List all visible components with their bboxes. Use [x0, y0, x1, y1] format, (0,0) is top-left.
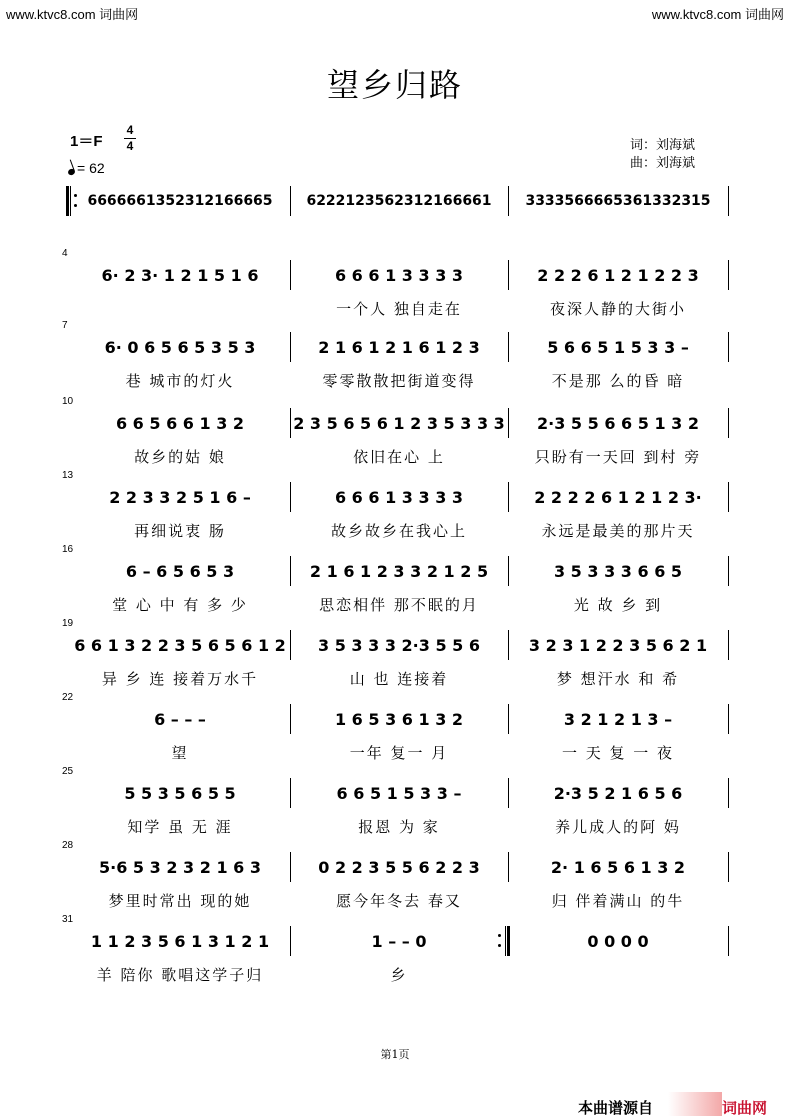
song-title: 望乡归路: [326, 66, 463, 104]
barline: [728, 926, 729, 956]
system-number: 31: [62, 914, 74, 925]
system-number: 16: [62, 544, 74, 555]
system-number: 10: [62, 396, 74, 407]
lyric-line: 堂 心 中 有 多 少: [112, 596, 248, 614]
measure: 1 1 2 3 5 6 1 3 1 2 1: [90, 931, 270, 951]
measure: 2 2 3 3 2 5 1 6 –: [109, 487, 251, 507]
barline: [290, 482, 291, 512]
credits: [630, 136, 695, 172]
lyric-line: 夜深人静的大街小: [549, 300, 686, 318]
system-number: 28: [62, 840, 74, 851]
measure: 6 6 1 3 2 2 3 5 6 5 6 1 2: [74, 635, 286, 655]
barline: [70, 852, 71, 882]
system-number: 22: [62, 692, 74, 703]
barline: [508, 630, 509, 660]
barline: [728, 186, 729, 216]
lyric-line: 巷 城市的灯火: [125, 372, 235, 390]
lyric-line: 一年 复一 月: [349, 744, 449, 762]
lyric-line: 望: [171, 744, 189, 762]
barline: [508, 260, 509, 290]
lyric-line: 光 故 乡 到: [573, 596, 663, 614]
source-brand: 词曲网: [722, 1100, 768, 1117]
barline: [290, 926, 291, 956]
barline: [508, 332, 509, 362]
tempo-value: = 62: [77, 160, 105, 176]
barline: [290, 556, 291, 586]
measure: 0 2 2 3 5 5 6 2 2 3: [318, 857, 480, 877]
measure: 2 1 6 1 2 1 6 1 2 3: [318, 337, 480, 357]
barline: [508, 556, 509, 586]
measure: 1 – – 0: [371, 931, 427, 951]
measure: 3 2 1 2 1 3 –: [563, 709, 673, 729]
measure: 6 6 6 1 3 3 3 3: [334, 487, 464, 507]
lyric-line: 乡: [390, 966, 408, 984]
lyric-line: 羊 陪你 歌唱这学子归: [96, 966, 264, 984]
barline: [728, 778, 729, 808]
lyric-line: 思恋相伴 那不眠的月: [319, 596, 479, 614]
measure: 6· 2 3· 1 2 1 5 1 6: [101, 265, 259, 285]
barline: [728, 260, 729, 290]
quarter-note-icon: [67, 168, 76, 176]
barline: [728, 408, 729, 438]
time-signature-bottom: 4: [126, 139, 134, 153]
barline: [728, 852, 729, 882]
barline: [508, 704, 509, 734]
lyric-line: 梦里时常出 现的她: [108, 892, 252, 910]
lyric-line: 梦 想汗水 和 希: [556, 670, 680, 688]
lyric-line: 一 天 复 一 夜: [561, 744, 675, 762]
lyric-line: 故乡的姑 娘: [134, 448, 226, 466]
measure: 5·6 5 3 2 3 2 1 6 3: [99, 857, 261, 877]
barline: [508, 186, 509, 216]
repeat-end-dots: [498, 926, 502, 956]
measure: 2·3 5 5 6 6 5 1 3 2: [537, 413, 699, 433]
measure: 2 2 2 6 1 2 1 2 2 3: [537, 265, 699, 285]
barline: [70, 260, 71, 290]
system-number: 13: [62, 470, 74, 481]
lyric-line: 山 也 连接着: [349, 670, 449, 688]
barline: [70, 778, 71, 808]
source-label: 本曲谱源自: [578, 1100, 654, 1117]
barline: [290, 704, 291, 734]
lyric-line: 永远是最美的那片天: [541, 522, 695, 540]
measure: 6 6 5 1 5 3 3 –: [336, 783, 462, 803]
barline: [508, 852, 509, 882]
measure: 3 5 3 3 3 6 6 5: [553, 561, 683, 581]
barline: [70, 926, 71, 956]
lyric-line: 知学 虽 无 涯: [127, 818, 233, 836]
measure: 5 6 6 5 1 5 3 3 –: [547, 337, 689, 357]
barline: [728, 630, 729, 660]
barline: [508, 408, 509, 438]
measure: 6 – – –: [154, 709, 206, 729]
barline: [70, 482, 71, 512]
barline: [70, 704, 71, 734]
time-signature: [124, 124, 136, 153]
barline: [290, 778, 291, 808]
measure: 2 1 6 1 2 3 3 2 1 2 5: [309, 561, 489, 581]
measure: 2 2 2 2 6 1 2 1 2 3·: [534, 487, 702, 507]
barline: [70, 556, 71, 586]
barline: [70, 630, 71, 660]
barline: [728, 482, 729, 512]
system-number: 25: [62, 766, 74, 777]
barline: [70, 332, 71, 362]
barline: [290, 630, 291, 660]
measure: 3333566665361332315: [525, 193, 711, 209]
lyric-line: 不是那 么的昏 暗: [551, 372, 685, 390]
measure: 6666661352312166665: [87, 193, 273, 209]
system-number: 7: [62, 320, 68, 331]
barline: [728, 332, 729, 362]
lyric-line: 一个人 独自走在: [336, 300, 462, 318]
measure: 6222123562312166661: [306, 193, 492, 209]
key-signature: 1＝F: [70, 133, 103, 150]
measure: 6 – 6 5 6 5 3: [125, 561, 235, 581]
measure: 6· 0 6 5 6 5 3 5 3: [104, 337, 256, 357]
lyricist: 词：刘海斌: [630, 137, 696, 152]
watermark-left: www.ktvc8.com 词曲网: [6, 7, 139, 22]
time-signature-top: 4: [126, 123, 134, 137]
system-number: 4: [62, 248, 68, 259]
lyric-line: 只盼有一天回 到村 旁: [534, 448, 702, 466]
source-fade: [668, 1092, 722, 1116]
composer: 曲：刘海斌: [630, 155, 696, 170]
lyric-line: 依旧在心 上: [353, 448, 445, 466]
measure: 2·3 5 2 1 6 5 6: [553, 783, 683, 803]
lyric-line: 异 乡 连 接着万水千: [101, 670, 259, 688]
lyric-line: 养儿成人的阿 妈: [555, 818, 681, 836]
barline: [290, 408, 291, 438]
watermark-right: www.ktvc8.com 词曲网: [651, 7, 784, 22]
lyric-line: 再细说衷 肠: [134, 522, 226, 540]
lyric-line: 报恩 为 家: [358, 818, 440, 836]
measure: 3 5 3 3 3 2·3 5 5 6: [318, 635, 480, 655]
barline: [508, 778, 509, 808]
measure: 1 6 5 3 6 1 3 2: [334, 709, 464, 729]
repeat-start-sign: [66, 186, 71, 216]
page-number: 第1页: [380, 1048, 410, 1061]
tempo-marking: [68, 160, 105, 176]
measure: 6 6 6 1 3 3 3 3: [334, 265, 464, 285]
lyric-line: 故乡故乡在我心上: [330, 522, 467, 540]
measure: 3 2 3 1 2 2 3 5 6 2 1: [528, 635, 708, 655]
measure: 2· 1 6 5 6 1 3 2: [550, 857, 686, 877]
lyric-line: 归 伴着满山 的牛: [551, 892, 685, 910]
barline: [728, 704, 729, 734]
lyric-line: 零零散散把街道变得: [322, 372, 476, 390]
measure: 0 0 0 0: [587, 931, 649, 951]
barline: [508, 482, 509, 512]
measure: 5 5 3 5 6 5 5: [124, 783, 236, 803]
barline: [70, 408, 71, 438]
barline: [290, 332, 291, 362]
barline: [290, 186, 291, 216]
barline: [728, 556, 729, 586]
system-number: 19: [62, 618, 74, 629]
repeat-dots: [74, 186, 78, 216]
barline: [290, 260, 291, 290]
repeat-end-sign: [505, 926, 510, 956]
measure: 6 6 5 6 6 1 3 2: [115, 413, 245, 433]
barline: [290, 852, 291, 882]
measure: 2 3 5 6 5 6 1 2 3 5 3 3 3: [293, 413, 505, 433]
lyric-line: 愿今年冬去 春又: [336, 892, 462, 910]
